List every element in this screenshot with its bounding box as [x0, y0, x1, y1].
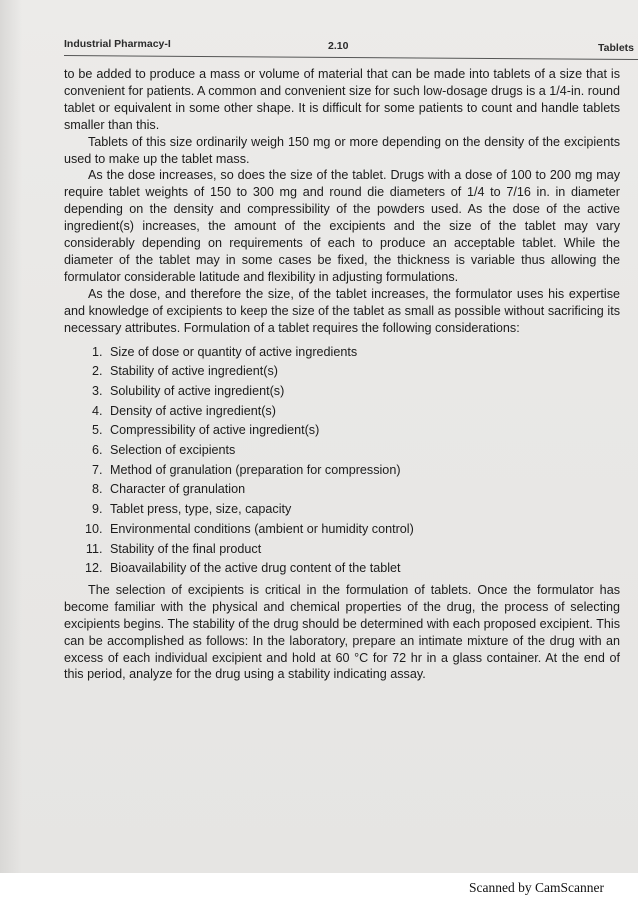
list-item: 3. Solubility of active ingredient(s): [106, 382, 620, 402]
list-item: 6. Selection of excipients: [106, 441, 620, 461]
list-item: 5. Compressibility of active ingredient(s): [106, 421, 620, 441]
paragraph-dose-size: As the dose increases, so does the size of the tablet. Drugs with a dose of 100 to 200 mg may require tablet weights of 150 to 300 mg and round die diameters of 1/4 to 7/16 in. in diameter depending on the density and compressibility of the powders used. As the dose of the active ingredient(s) increases, the amount of the excipients and the size of the tablet may vary considerably depending on requirements of each to produce an acceptable tablet. While the diameter of the tablet may in some cases be fixed, the thickness is variable thus allowing the formulator considerable latitude and flexibility in adjusting formulations.: [64, 168, 620, 284]
footer: [0, 873, 638, 903]
body-text: [64, 66, 620, 683]
paragraph-formulator: As the dose, and therefore the size, of the tablet increases, the formulator uses his expertise and knowledge of excipients to keep the size of the tablet as small as possible without sacrificing its necessary attributes. Formulation of a tablet requires the following considerations:: [64, 286, 620, 335]
list-item: 9. Tablet press, type, size, capacity: [106, 500, 620, 520]
list-item: 11. Stability of the final product: [106, 540, 620, 560]
paragraph-continuation: to be added to produce a mass or volume of material that can be made into tablets of a size that is convenient for patients. A common and convenient size for such low-dosage drugs is a 1/4-in. round tablet or equivalent in some other shape. It is difficult for some patients to count and handle tablets smaller than this.: [64, 67, 620, 132]
header-chapter-title: Tablets: [598, 42, 634, 54]
running-header: [64, 34, 638, 52]
header-rule: [64, 55, 638, 60]
page-edge-shadow: [0, 0, 22, 873]
list-item: 12. Bioavailability of the active drug content of the tablet: [106, 559, 620, 579]
list-item: 4. Density of active ingredient(s): [106, 402, 620, 422]
list-item: 2. Stability of active ingredient(s): [106, 362, 620, 382]
list-item: 7. Method of granulation (preparation for compression): [106, 461, 620, 481]
page-number: 2.10: [328, 40, 349, 52]
considerations-list: [64, 343, 620, 579]
list-item: 1. Size of dose or quantity of active ingredients: [106, 343, 620, 363]
header-book-title: Industrial Pharmacy-I: [64, 38, 171, 50]
camscanner-watermark: Scanned by CamScanner: [469, 880, 604, 895]
list-item: 8. Character of granulation: [106, 480, 620, 500]
list-item: 10. Environmental conditions (ambient or humidity control): [106, 520, 620, 540]
paragraph-tablet-weight: Tablets of this size ordinarily weigh 150 mg or more depending on the density of the excipients used to make up the tablet mass.: [64, 134, 620, 166]
paragraph-excipient-selection: The selection of excipients is critical in the formulation of tablets. Once the formulator has become familiar with the physical and chemical properties of the drug, the process of selecting excipients begins. The stability of the drug should be determined with each proposed excipient. This can be accomplished as follows: In the laboratory, prepare an intimate mixture of the drug with an excess of each individual excipient and hold at 60 °C for 72 hr in a glass container. At the end of this period, analyze for the drug using a stability indicating assay.: [64, 582, 620, 682]
